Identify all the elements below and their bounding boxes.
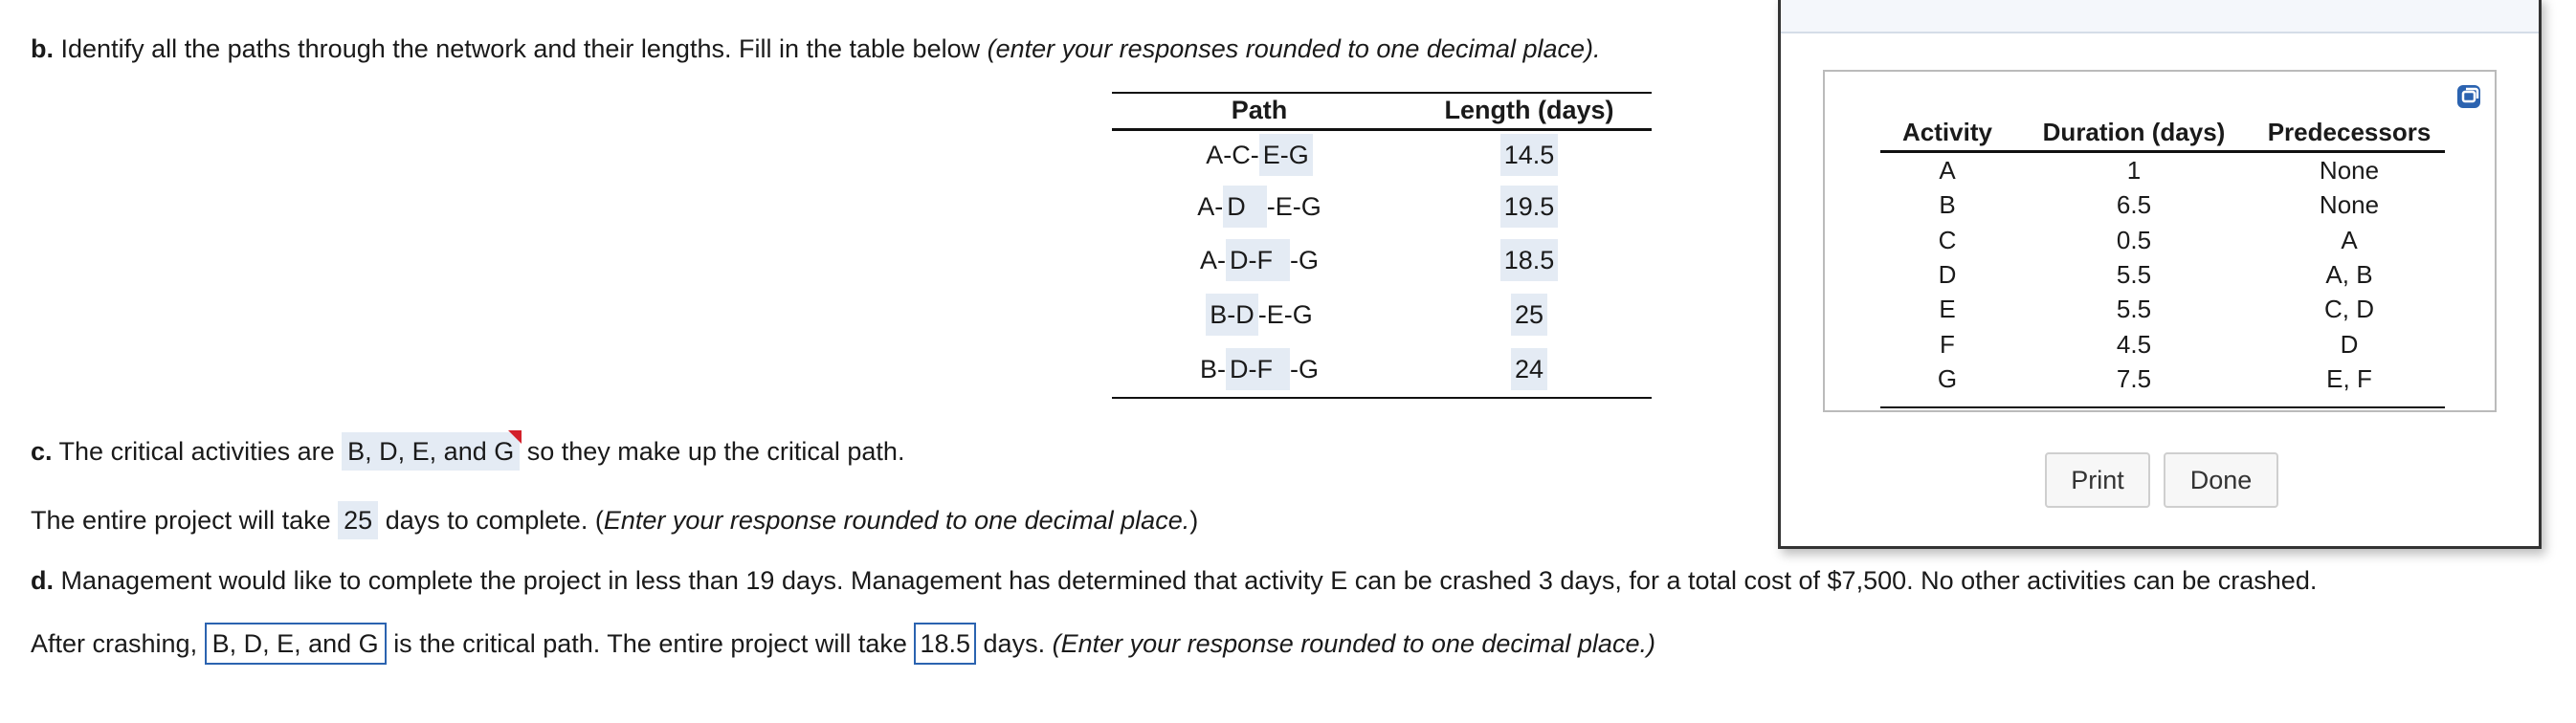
predecessors-cell: None bbox=[2319, 156, 2380, 185]
duration-cell: 6.5 bbox=[2116, 190, 2152, 220]
activity-cell: B bbox=[1939, 190, 1956, 220]
predecessors-cell: D bbox=[2340, 329, 2359, 359]
project-duration-line bbox=[31, 501, 1198, 539]
popup-title-bar[interactable] bbox=[1781, 0, 2539, 33]
after-prefix: After crashing, bbox=[31, 629, 198, 658]
table-rule bbox=[1112, 128, 1652, 131]
part-d-description bbox=[31, 566, 2317, 596]
duration-cell: 1 bbox=[2126, 156, 2142, 185]
path-suffix: -G bbox=[1289, 355, 1319, 383]
activity-cell: E bbox=[1939, 295, 1956, 324]
path-cell bbox=[1112, 239, 1407, 281]
activity-cell: D bbox=[1938, 259, 1957, 289]
part-b-label: b. bbox=[31, 34, 54, 63]
path-header: Path bbox=[1231, 96, 1288, 124]
predecessors-cell: None bbox=[2319, 190, 2380, 220]
duration-cell: 5.5 bbox=[2116, 295, 2152, 324]
part-b-text: Identify all the paths through the network and their lengths. Fill in the table below bbox=[60, 34, 981, 63]
path-suffix: -E-G bbox=[1257, 300, 1313, 329]
length-cell bbox=[1407, 294, 1652, 336]
predecessors-cell: A, B bbox=[2325, 259, 2373, 289]
path-answer-field[interactable]: D-F bbox=[1226, 348, 1290, 390]
table-rule bbox=[1112, 397, 1652, 399]
duration-cell: 7.5 bbox=[2116, 363, 2152, 393]
after-suffix: days. bbox=[983, 629, 1046, 658]
data-popup-window bbox=[1778, 0, 2542, 549]
after-crashing-days-input[interactable]: 18.5 bbox=[914, 623, 976, 665]
path-suffix: -G bbox=[1289, 246, 1319, 274]
predecessors-header: Predecessors bbox=[2267, 118, 2432, 146]
done-button[interactable]: Done bbox=[2164, 452, 2278, 508]
length-answer-field[interactable]: 18.5 bbox=[1500, 239, 1559, 281]
length-cell bbox=[1407, 348, 1652, 390]
length-answer-field[interactable]: 24 bbox=[1511, 348, 1547, 390]
path-cell bbox=[1112, 348, 1407, 390]
after-crashing-path-input[interactable]: B, D, E, and G bbox=[205, 623, 387, 665]
part-b-hint: (enter your responses rounded to one decimal place). bbox=[987, 34, 1601, 63]
duration-header: Duration (days) bbox=[2042, 118, 2226, 146]
activity-cell: A bbox=[1939, 156, 1956, 185]
path-cell bbox=[1112, 294, 1407, 336]
predecessors-cell: C, D bbox=[2324, 295, 2374, 324]
length-answer-field[interactable]: 19.5 bbox=[1500, 186, 1559, 228]
activity-cell: G bbox=[1937, 363, 1958, 393]
length-cell bbox=[1407, 239, 1652, 281]
duration-cell: 0.5 bbox=[2116, 225, 2152, 254]
length-answer-field[interactable]: 25 bbox=[1511, 294, 1547, 336]
duration-suffix: days to complete. ( bbox=[385, 506, 604, 535]
path-answer-field[interactable]: D bbox=[1223, 186, 1267, 228]
print-button[interactable]: Print bbox=[2045, 452, 2150, 508]
part-d-text: Management would like to complete the project in less than 19 days. Management has determined that activity E can be crashed 3 days, for a total cost of $7,500. No other activities can be crashed. bbox=[60, 566, 2318, 595]
path-prefix: A- bbox=[1197, 192, 1224, 221]
duration-cell: 5.5 bbox=[2116, 259, 2152, 289]
after-crashing-line bbox=[31, 623, 1655, 665]
duration-close: ) bbox=[1189, 506, 1199, 535]
critical-activities-answer[interactable]: B, D, E, and G bbox=[342, 432, 520, 471]
part-d-label: d. bbox=[31, 566, 54, 595]
length-answer-field[interactable]: 14.5 bbox=[1500, 134, 1559, 176]
activity-table-panel bbox=[1823, 70, 2497, 412]
part-b-instruction bbox=[31, 34, 1601, 64]
activity-cell: F bbox=[1940, 329, 1955, 359]
path-answer-field[interactable]: E-G bbox=[1259, 134, 1313, 176]
table-rule bbox=[1112, 92, 1652, 94]
table-rule bbox=[1880, 150, 2445, 153]
length-cell bbox=[1407, 186, 1652, 228]
activity-cell: C bbox=[1938, 225, 1957, 254]
length-header: Length (days) bbox=[1444, 96, 1614, 124]
path-answer-field[interactable]: D-F bbox=[1226, 239, 1290, 281]
duration-prefix: The entire project will take bbox=[31, 506, 331, 535]
copy-icon[interactable] bbox=[2454, 83, 2483, 110]
path-prefix: A- bbox=[1200, 246, 1226, 274]
predecessors-cell: A bbox=[2341, 225, 2358, 254]
path-answer-field[interactable]: B-D bbox=[1206, 294, 1258, 336]
part-c-label: c. bbox=[31, 437, 53, 466]
duration-answer[interactable]: 25 bbox=[338, 501, 378, 539]
duration-cell: 4.5 bbox=[2116, 329, 2152, 359]
table-rule bbox=[1880, 406, 2445, 408]
length-cell bbox=[1407, 134, 1652, 176]
predecessors-cell: E, F bbox=[2326, 363, 2372, 393]
part-c-suffix: so they make up the critical path. bbox=[526, 437, 905, 466]
part-c-prefix: The critical activities are bbox=[58, 437, 335, 466]
duration-hint: Enter your response rounded to one decimal place. bbox=[603, 506, 1190, 535]
path-prefix: B- bbox=[1200, 355, 1226, 383]
path-prefix: A-C- bbox=[1206, 141, 1259, 169]
path-cell bbox=[1112, 134, 1407, 176]
path-cell bbox=[1112, 186, 1407, 228]
path-suffix: -E-G bbox=[1266, 192, 1321, 221]
activity-header: Activity bbox=[1902, 118, 1992, 146]
after-hint: (Enter your response rounded to one decimal place.) bbox=[1052, 629, 1655, 658]
after-middle: is the critical path. The entire project will take bbox=[393, 629, 907, 658]
part-c-critical-activities bbox=[31, 432, 904, 471]
